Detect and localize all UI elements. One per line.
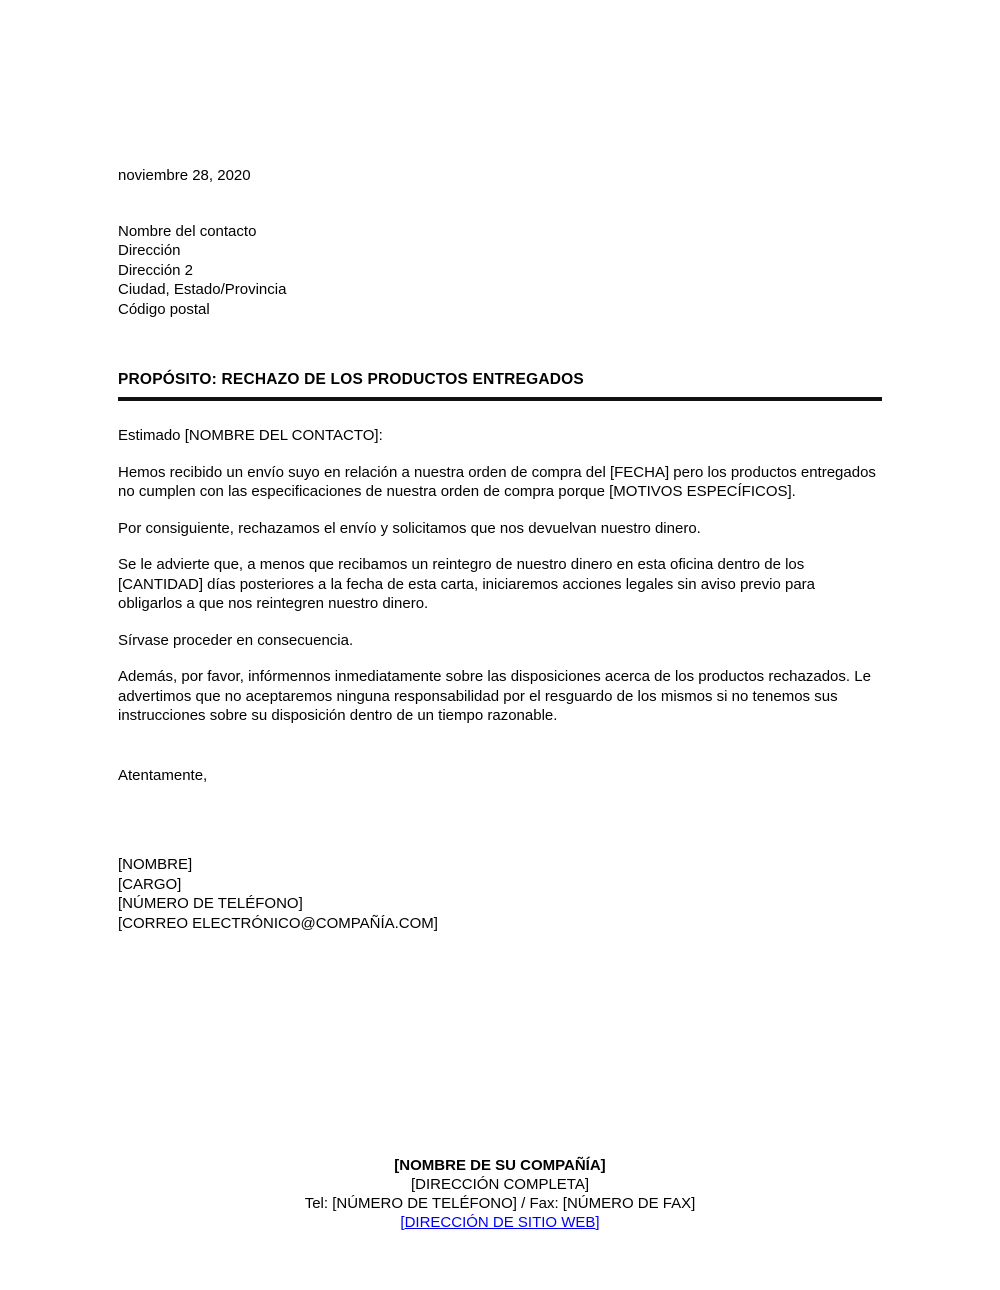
signature-block xyxy=(118,855,882,933)
signature-title: [CARGO] xyxy=(118,875,182,893)
closing-salutation: Atentamente, xyxy=(118,766,208,784)
signature-email: [CORREO ELECTRÓNICO@COMPAÑÍA.COM] xyxy=(118,914,438,932)
body-paragraph: Además, por favor, infórmennos inmediatamente sobre las disposiciones acerca de los productos rechazados. Le advertimos que no aceptaremos ninguna responsabilidad por el resguardo de los mismos si no tenemos sus instrucciones sobre su disposición dentro de un tiempo razonable. xyxy=(118,668,871,724)
footer-company-address: [DIRECCIÓN COMPLETA] xyxy=(410,1176,590,1193)
recipient-postal-code: Código postal xyxy=(118,300,210,318)
recipient-name: Nombre del contacto xyxy=(118,222,257,240)
signature-name: [NOMBRE] xyxy=(118,856,193,873)
footer-website-link[interactable]: [DIRECCIÓN DE SITIO WEB] xyxy=(400,1214,600,1231)
company-footer xyxy=(0,1156,1000,1232)
subject-divider-rule xyxy=(118,397,882,401)
body-paragraph: Por consiguiente, rechazamos el envío y solicitamos que nos devuelvan nuestro dinero. xyxy=(118,519,701,537)
body-paragraph: Hemos recibido un envío suyo en relación a nuestra orden de compra del [FECHA] pero los productos entregados no cumplen con las especificaciones de nuestra orden de compra porque [MOTIVOS ESPECÍFICOS]. xyxy=(118,463,876,500)
footer-tel-fax: Tel: [NÚMERO DE TELÉFONO] / Fax: [NÚMERO DE FAX] xyxy=(304,1195,696,1212)
recipient-city-state: Ciudad, Estado/Provincia xyxy=(118,281,287,298)
recipient-address-line-1: Dirección xyxy=(118,242,181,259)
salutation: Estimado [NOMBRE DEL CONTACTO]: xyxy=(118,427,383,444)
signature-phone: [NÚMERO DE TELÉFONO] xyxy=(118,895,303,912)
footer-company-name: [NOMBRE DE SU COMPAÑÍA] xyxy=(394,1157,606,1174)
subject-heading: PROPÓSITO: RECHAZO DE LOS PRODUCTOS ENTREGADOS xyxy=(118,371,584,388)
body-paragraph: Se le advierte que, a menos que recibamos un reintegro de nuestro dinero en esta oficina dentro de los [CANTIDAD] días posteriores a la fecha de esta carta, iniciaremos acciones legales sin aviso previo para obligarlos a que nos reintegren nuestro dinero. xyxy=(118,556,815,612)
recipient-address-line-2: Dirección 2 xyxy=(118,261,194,279)
letter-date: noviembre 28, 2020 xyxy=(118,167,251,184)
recipient-block xyxy=(118,222,882,320)
body-paragraph: Sírvase proceder en consecuencia. xyxy=(118,631,354,649)
